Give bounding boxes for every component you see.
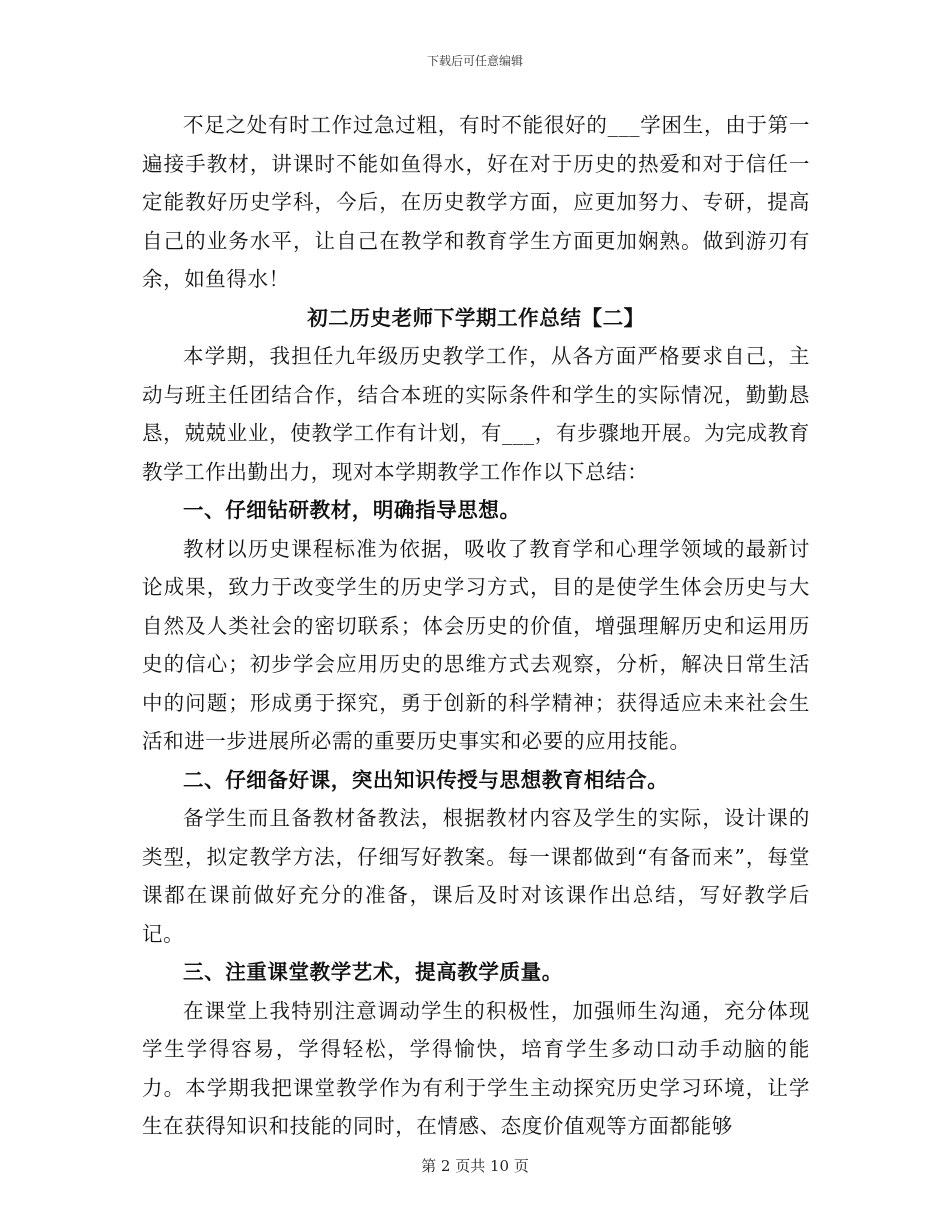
document-title: 初二历史老师下学期工作总结【二】 <box>307 305 645 330</box>
opening-paragraph: 本学期，我担任九年级历史教学工作，从各方面严格要求自己，主动与班主任团结合作，结合本班的实际条件和学生的实际情况，勤勤恳恳，兢兢业业，使教学工作有计划，有___，有步骤地开展。为完成教育教学工作出勤出力，现对本学期教学工作作以下总结： <box>142 344 810 484</box>
section-paragraph-1: 教材以历史课程标准为依据，吸收了教育学和心理学领域的最新讨论成果，致力于改变学生的历史学习方式，目的是使学生体会历史与大自然及人类社会的密切联系；体会历史的价值，增强理解历史和运用历史的信心；初步学会应用历史的思维方式去观察，分析，解决日常生活中的问题；形成勇于探究，勇于创新的科学精神；获得适应未来社会生活和进一步进展所必需的重要历史事实和必要的应用技能。 <box>142 536 810 753</box>
section-paragraph-2: 备学生而且备教材备教法，根据教材内容及学生的实际，设计课的类型，拟定教学方法，仔细写好教案。每一课都做到“有备而来”，每堂课都在课前做好充分的准备，课后及时对该课作出总结，写好教学后记。 <box>142 806 810 946</box>
intro-paragraph: 不足之处有时工作过急过粗，有时不能很好的___学困生，由于第一遍接手教材，讲课时不能如鱼得水，好在对于历史的热爱和对于信任一定能教好历史学科，今后，在历史教学方面，应更加努力、专研，提高自己的业务水平，让自己在教学和教育学生方面更加娴熟。做到游刃有余，如鱼得水！ <box>142 113 810 291</box>
section-heading-1: 一、仔细钻研教材，明确指导思想。 <box>183 498 521 522</box>
section-paragraph-3: 在课堂上我特别注意调动学生的积极性，加强师生沟通，充分体现学生学得容易，学得轻松，学得愉快，培育学生多动口动手动脑的能力。本学期我把课堂教学作为有利于学生主动探究历史学习环境，让学生在获得知识和技能的同时，在情感、态度价值观等方面都能够 <box>142 998 810 1138</box>
page-header: 下载后可任意编辑 <box>426 54 523 68</box>
section-heading-3: 三、注重课堂教学艺术，提高教学质量。 <box>183 960 563 984</box>
section-heading-2: 二、仔细备好课，突出知识传授与思想教育相结合。 <box>183 767 669 792</box>
document-body <box>142 106 810 1146</box>
page-footer: 第 2 页共 10 页 <box>421 1157 529 1175</box>
